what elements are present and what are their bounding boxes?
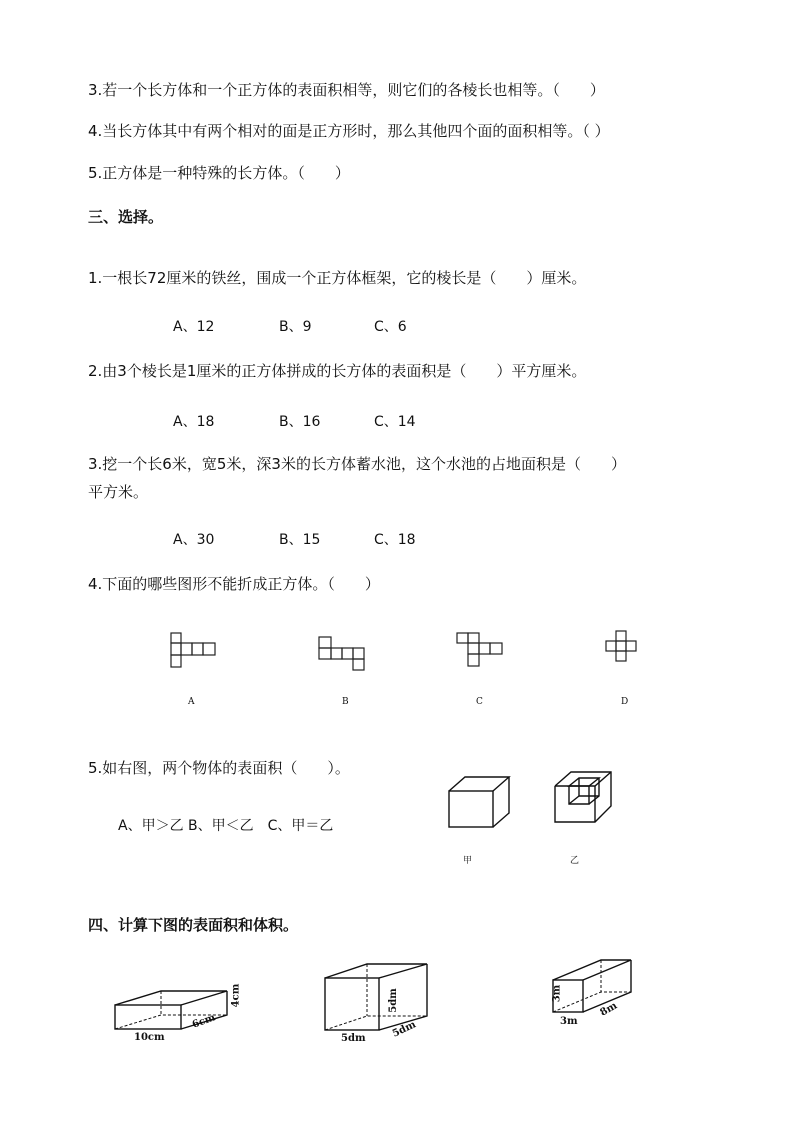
choice-q5: 5.如右图，两个物体的表面积（ ）。 [88,759,350,777]
choice-q3-line2: 平方米。 [88,483,149,501]
fig3-length: 8m [598,1000,620,1019]
q2-option-a: A、18 [173,414,215,430]
fig3-height: 3m [551,984,563,1003]
cube-net-b [318,636,368,672]
cube-net-c [456,632,506,670]
section-4-title: 四、计算下图的表面积和体积。 [88,916,299,934]
fig1-length: 10cm [134,1032,165,1043]
net-label-b: B [342,697,349,707]
fig3-width: 3m [560,1016,578,1027]
cube-net-d [604,630,644,670]
fig1-width: 6cm [190,1012,217,1031]
q2-option-c: C、14 [374,414,416,430]
judge-item-3: 3.若一个长方体和一个正方体的表面积相等，则它们的各棱长也相等。（ ） [88,81,605,99]
judge-item-5: 5.正方体是一种特殊的长方体。（ ） [88,164,350,182]
solid-cube-yi [553,770,615,826]
choice-q1: 1.一根长72厘米的铁丝，围成一个正方体框架，它的棱长是（ ）厘米。 [88,269,587,287]
q2-option-b: B、16 [279,414,321,430]
net-label-a: A [188,697,195,707]
net-label-d: D [621,697,629,707]
q5-options: A、甲＞乙 B、甲＜乙 C、甲＝乙 [118,818,334,834]
fig2-width: 5dm [390,1019,418,1040]
q3-option-c: C、18 [374,532,416,548]
solid-cube-jia [447,775,513,831]
section-3-title: 三、选择。 [88,208,164,226]
label-jia: 甲 [463,856,473,866]
fig2-length: 5dm [341,1033,366,1044]
judge-item-4: 4.当长方体其中有两个相对的面是正方形时，那么其他四个面的面积相等。（ ） [88,122,610,140]
label-yi: 乙 [570,856,580,866]
net-label-c: C [476,697,483,707]
q3-option-a: A、30 [173,532,215,548]
q1-option-c: C、6 [374,319,407,335]
q1-option-a: A、12 [173,319,215,335]
cuboid-figure-1 [113,985,243,1035]
choice-q4: 4.下面的哪些图形不能折成正方体。（ ） [88,575,380,593]
choice-q3-line1: 3.挖一个长6米，宽5米，深3米的长方体蓄水池，这个水池的占地面积是（ ） [88,455,626,473]
choice-q2: 2.由3个棱长是1厘米的正方体拼成的长方体的表面积是（ ）平方厘米。 [88,362,587,380]
fig2-height: 5dm [387,988,399,1013]
cube-figure-2 [323,962,433,1034]
q1-option-b: B、9 [279,319,312,335]
cuboid-figure-3 [551,956,637,1018]
q3-option-b: B、15 [279,532,321,548]
cube-net-a [170,632,220,670]
fig1-height: 4cm [230,983,242,1008]
